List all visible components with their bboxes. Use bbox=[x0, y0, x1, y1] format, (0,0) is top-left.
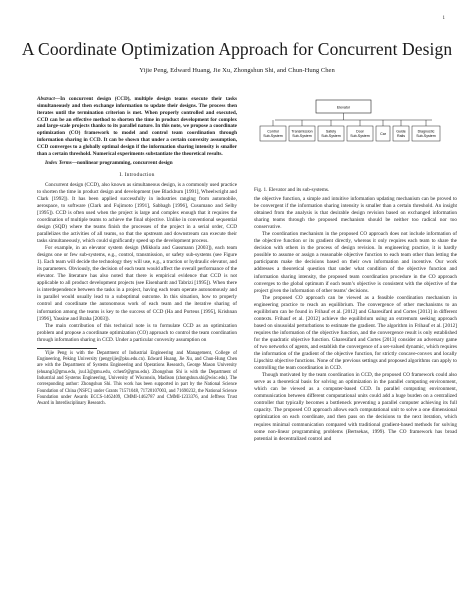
figure-caption: Fig. 1. Elevator and its sub-systems. bbox=[254, 187, 330, 193]
index-terms bbox=[37, 160, 237, 167]
footnote-divider bbox=[37, 348, 97, 349]
subsystem-label: Door bbox=[356, 129, 364, 134]
intro-paragraph-1: Concurrent design (CCD), also known as simultaneous design, is a commonly used practice to shorten the time in product design and development (see Blackburn [1991], Wheelwright and Clark [1992]). It has been applied successfully in industries ranging from automobile, aerospace, to software (Clark and Fujimoto [1991], Sabbagh [1996], Cusumano and Selby [1995]). CCD is often used when the project is large and complex enough that it requires the coordination of multiple teams to achieve the final objective. Unlike in conventional sequential design (SQD) where the teams finish the processes of the project in a serial order, CCD parallelizes the activities of all teams, so that the upstream and downstream can execute their tasks simultaneously, which could significantly speed up the development process. bbox=[37, 181, 237, 245]
subsystem-label: Safety bbox=[325, 129, 337, 134]
subsystem-label: Sub-System bbox=[350, 134, 370, 138]
body-paragraph-3: The proposed CO approach can be viewed as a feasible coordination mechanism in engineering practice to reach an equilibrium. The convergence of other mechanisms to an equilibrium can be found in Frihauf et al. [2012] and Gharesifard and Cortes [2013] in different contexts. Frihauf et al. [2012] achieve the equilibrium using an extremum seeking approach based on sinusoidal perturbations to estimate the gradient. The algorithm in Frihauf et al. [2012] requires the information of the objective function, and the convergence result is only established for the quadratic objective function. Gharesifard and Cortes [2013] consider an adversary game of two networks of agents, and establish the convergence of a set-valued dynamic, which requires the information of the gradient of the objective function, for strictly concave-convex and locally Lipschitz objective functions. None of the previous settings and proposed algorithms can apply to controlling the team coordination in CCD. bbox=[254, 294, 457, 372]
abstract-text: —In concurrent design (CCD), multiple design teams execute their tasks simultaneously and then exchange information to update their designs. The process then iterates until the termination criterion is met. When properly controlled and executed, CCD can be an effective method to shorten the time in product development for complex and large-scale projects thanks to its parallel nature. In this note, we propose a coordinate optimization (CO) framework to model and control team coordination through information sharing in CCD. It can be shown that under a certain convexity assumption, CCD converges to a globally optimal design if the information sharing intensity is smaller than a certain threshold. Numerical experiments substantiate the theoretical results. bbox=[37, 96, 237, 157]
subsystem-label: Diagnostic bbox=[417, 129, 435, 134]
subsystem-label: Sub-System bbox=[263, 134, 283, 138]
paper-title: A Coordinate Optimization Approach for Concurrent Design bbox=[21, 39, 453, 59]
subsystem-label: Control bbox=[267, 129, 279, 134]
body-paragraph-2: The coordination mechanism in the proposed CO approach does not include information of the objective function or its gradient directly, whereas it only requires each team to share the decision with others in the process of design revision. In engineering practice, it is hardly possible to assume or assign a reasonable objective function to each team other than letting the participants make the decisions based on their own information and incentive. Our work addresses a theoretical question that under what condition of the objective function and information sharing intensity, the proposed team coordination procedure in the CO approach converges to the global optimum if each team’s objective is consistent with the objective of the project given the information of other teams’ decisions. bbox=[254, 231, 457, 294]
subsystem-label: Sub-System bbox=[416, 134, 436, 138]
right-column bbox=[254, 196, 457, 443]
abstract-label: Abstract bbox=[37, 96, 55, 102]
author-list: Yijie Peng, Edward Huang, Jie Xu, Zhongshun Shi, and Chun-Hung Chen bbox=[139, 67, 335, 74]
intro-paragraph-2: For example, in an elevator system design (Mikkola and Gassmann [2003]), each team designs one or few sub-systems, e.g., control, transmission, or safety sub-systems (see Figure 1). Each team will decide the technology they will use, e.g., a traction or hydraulic elevator, and its parameters. Obviously, the decision of each team would affect the overall performance of the elevator. The literature has also noted that there is empirical evidence that CCD is not applicable to all product development projects (see Eisenhardt and Tabrizi [1995]). When there is interdependence between the tasks in a project, having each team operate autonomously and in parallel would usually lead to a suboptimal outcome. In this situation, how to properly control and coordinate the autonomous work of each team and the iterative sharing of information among the teams is key to the success of CCD (Ha and Porteus [1995], Krishnan [1996], Yassine and Braha [2003]). bbox=[37, 245, 237, 322]
abstract bbox=[37, 96, 237, 158]
index-terms-text: —nonlinear programming, concurrent design bbox=[71, 159, 173, 166]
subsystem-label: Guide bbox=[396, 129, 406, 134]
left-column bbox=[37, 96, 237, 407]
intro-paragraph-3: The main contribution of this technical note is to formulate CCD as an optimization problem and propose a coordinate optimization (CO) approach to control the team coordination through information sharing in CCD. Under a particular convexity assumption on bbox=[37, 322, 237, 343]
subsystem-label: Sub-System bbox=[321, 134, 341, 138]
index-terms-label: Index Terms bbox=[45, 159, 72, 166]
body-paragraph-1: the objective function, a simple and intuitive information updating mechanism can be proved to be convergent if the information sharing intensity is smaller than a certain threshold. An insight obtained from the analysis is that desirable design revision based on exchanged information sharing teams through the proposed mechanism should be neither too radical nor too conservative. bbox=[254, 196, 457, 231]
subsystem-label: Rails bbox=[397, 134, 405, 138]
elevator-label: Elevator bbox=[336, 105, 351, 110]
section-heading-introduction: I. Introduction bbox=[119, 171, 155, 178]
figure-elevator-subsystems bbox=[254, 96, 457, 192]
subsystem-label: Transmission bbox=[291, 129, 313, 134]
subsystem-label: Car bbox=[380, 132, 386, 136]
page-number: 1 bbox=[442, 16, 445, 21]
subsystem-label: Sub-System bbox=[292, 134, 312, 138]
author-footnote: Yijie Peng is with the Department of Industrial Engineering and Management, College of Engineering, Peking University (pengyijie@pku.edu.cn). Edward Huang, Jie Xu, and Chun-Hung Chen are with the Department of Systems Engineering and Operations Research, George Mason University (ehuang3@gmu.edu, jxu13@gmu.edu, cchen9@gmu.edu). Zhongshun Shi is with the Department of Industrial and Systems Engineering, University of Wisconsin, Madison (zhongshun.shi@wisc.edu). The corresponding author: Zhongshun Shi. This work has been supported in part by the National Science Foundation of China (NSFC) under Grants 71571048, 71720107003, and 71690232, the National Science Foundation under Awards ECCS-1462409, CMMI-1462787 and CMMI-1233376, and Jeffress Trust Award in Interdisciplinary Research. bbox=[37, 350, 237, 407]
elevator-diagram bbox=[254, 96, 457, 192]
body-paragraph-4: Though motivated by the team coordination in CCD, the proposed CO framework could also serve as a theoretical basis for solving an optimization in the parallel computing environment, which can be viewed as a computer-based CCD. In parallel computing environment, communication between different computational units could add a huge burden on a centralized controller that typically becomes a bottleneck preventing a parallel computer achieving its full capacity. The proposed CO approach allows each computational unit to solve a one dimensional optimization on each coordinate, and then pass on the decisions to the next iteration, which requires minimal communication compared with traditional gradient-based methods for solving some non-linear programming problems (Bertsekas, 1999). The CO framework has broad potential in decentralized control and bbox=[254, 372, 457, 442]
